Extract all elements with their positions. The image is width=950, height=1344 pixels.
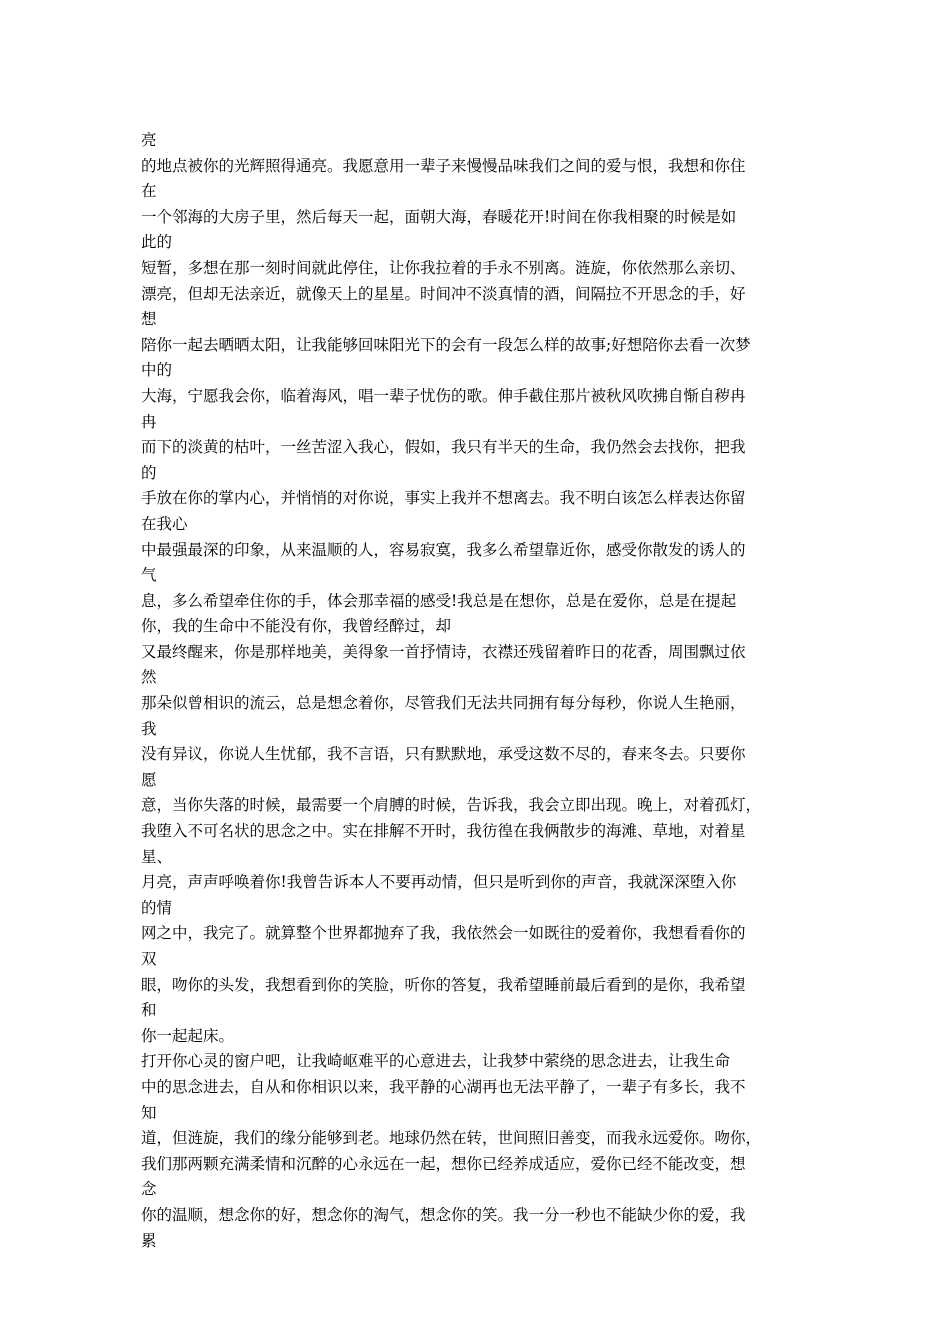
text-line: 的情 [141,898,173,917]
text-line: 你的温顺，想念你的好，想念你的淘气，想念你的笑。我一分一秒也不能缺少你的爱，我 [141,1205,746,1224]
text-line: 累 [141,1231,157,1250]
text-line: 打开你心灵的窗户吧，让我崎岖难平的心意进去，让我梦中萦绕的思念进去，让我生命 [141,1052,731,1071]
text-line: 念 [141,1180,157,1199]
text-line: 月亮，声声呼唤着你!我曾告诉本人不要再动情，但只是听到你的声音，我就深深堕入你 [141,873,737,892]
text-line: 又最终醒来，你是那样地美，美得象一首抒情诗，衣襟还残留着昨日的花香，周围飘过依 [141,642,746,661]
text-line: 眼，吻你的头发，我想看到你的笑脸，听你的答复，我希望睡前最后看到的是你，我希望 [141,975,746,994]
text-line: 一个邻海的大房子里，然后每天一起，面朝大海，春暖花开!时间在你我相聚的时候是如 [141,207,737,226]
text-line: 我堕入不可名状的思念之中。实在排解不开时，我彷徨在我俩散步的海滩、草地，对着星 [141,822,746,841]
text-line: 知 [141,1103,157,1122]
text-line: 息，多么希望牵住你的手，体会那幸福的感受!我总是在想你，总是在爱你，总是在提起 [141,591,737,610]
text-line: 那朵似曾相识的流云，总是想念着你，尽管我们无法共同拥有每分每秒，你说人生艳丽， [141,694,746,713]
text-line: 大海，宁愿我会你，临着海风，唱一辈子忧伤的歌。伸手截住那片被秋风吹拂自惭自秽冉 [141,386,746,405]
text-line: 冉 [141,412,157,431]
text-line: 网之中，我完了。就算整个世界都抛弃了我，我依然会一如既往的爱着你，我想看看你的 [141,924,746,943]
text-line: 我们那两颗充满柔情和沉醉的心永远在一起，想你已经养成适应，爱你已经不能改变，想 [141,1154,746,1173]
text-line: 我 [141,719,157,738]
text-line: 然 [141,668,157,687]
text-line: 中最强最深的印象，从来温顺的人，容易寂寞，我多么希望靠近你，感受你散发的诱人的 [141,540,746,559]
text-line: 此的 [141,233,173,252]
text-line: 没有异议，你说人生忧郁，我不言语，只有默默地，承受这数不尽的，春来冬去。只要你 [141,745,746,764]
text-line: 道，但涟旋，我们的缘分能够到老。地球仍然在转，世间照旧善变，而我永远爱你。吻你， [141,1129,762,1148]
text-line: 短暂，多想在那一刻时间就此停住，让你我拉着的手永不别离。涟旋，你依然那么亲切、 [141,258,746,277]
text-line: 气 [141,566,157,585]
text-line: 意，当你失落的时候，最需要一个肩膊的时候，告诉我，我会立即出现。晚上，对着孤灯， [141,796,762,815]
text-line: 中的思念进去，自从和你相识以来，我平静的心湖再也无法平静了，一辈子有多长，我不 [141,1077,746,1096]
text-line: 的地点被你的光辉照得通亮。我愿意用一辈子来慢慢品味我们之间的爱与恨，我想和你住 [141,156,746,175]
text-line: 陪你一起去晒晒太阳，让我能够回味阳光下的会有一段怎么样的故事;好想陪你去看一次梦 [141,335,751,354]
text-line: 中的 [141,361,173,380]
text-line: 在 [141,182,157,201]
text-line: 你，我的生命中不能没有你，我曾经醉过，却 [141,617,452,636]
body-text [141,128,811,1254]
text-line: 在我心 [141,514,188,533]
text-line: 而下的淡黄的枯叶，一丝苦涩入我心，假如，我只有半天的生命，我仍然会去找你，把我 [141,438,746,457]
text-line: 的 [141,463,157,482]
text-line: 和 [141,1001,157,1020]
text-line: 你一起起床。 [141,1026,235,1045]
text-line: 想 [141,310,157,329]
text-line: 亮 [141,131,157,149]
text-line: 星、 [141,847,173,866]
text-line: 漂亮，但却无法亲近，就像天上的星星。时间冲不淡真情的酒，间隔拉不开思念的手，好 [141,284,746,303]
text-line: 双 [141,950,157,968]
text-line: 手放在你的掌内心，并悄悄的对你说，事实上我并不想离去。我不明白该怎么样表达你留 [141,489,746,508]
text-line: 愿 [141,770,157,789]
